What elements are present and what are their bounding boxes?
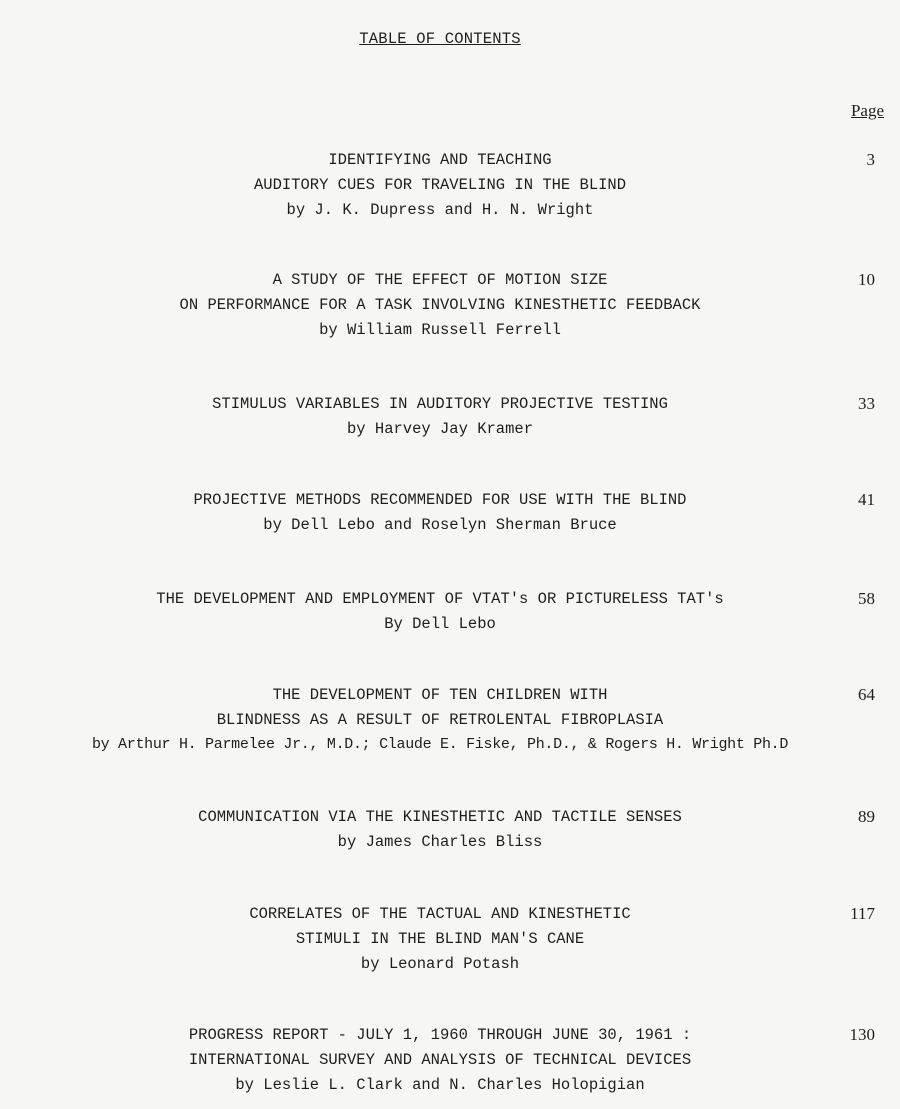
entry-line: AUDITORY CUES FOR TRAVELING IN THE BLIND [253, 176, 627, 194]
entry-page-number: 64 [858, 685, 875, 704]
page-column-header: Page [850, 101, 884, 120]
entry-line: THE DEVELOPMENT OF TEN CHILDREN WITH [272, 686, 608, 704]
entry-line: by James Charles Bliss [337, 833, 543, 851]
entry-page-number: 41 [858, 490, 875, 509]
entry-page-number: 10 [858, 270, 875, 289]
entry-line: STIMULI IN THE BLIND MAN'S CANE [295, 930, 585, 948]
entry-page-number: 89 [858, 807, 875, 826]
entry-line: ON PERFORMANCE FOR A TASK INVOLVING KINESTHETIC FEEDBACK [179, 296, 701, 314]
page-title: TABLE OF CONTENTS [359, 30, 521, 48]
entry-line: A STUDY OF THE EFFECT OF MOTION SIZE [272, 271, 608, 289]
entry-line: by Arthur H. Parmelee Jr., M.D.; Claude E. Fiske, Ph.D., & Rogers H. Wright Ph.D [91, 736, 789, 753]
entry-page-number: 58 [858, 589, 875, 608]
entry-page-number: 33 [858, 394, 875, 413]
entry-line: by Leonard Potash [360, 955, 520, 973]
entry-page-number: 3 [866, 150, 875, 169]
entry-line: PROJECTIVE METHODS RECOMMENDED FOR USE WITH THE BLIND [193, 491, 687, 509]
entry-line: INTERNATIONAL SURVEY AND ANALYSIS OF TECHNICAL DEVICES [188, 1051, 692, 1069]
entry-line: by Dell Lebo and Roselyn Sherman Bruce [263, 516, 617, 534]
entry-page-number: 130 [849, 1025, 875, 1044]
entry-line: CORRELATES OF THE TACTUAL AND KINESTHETIC [249, 905, 631, 923]
entry-line: COMMUNICATION VIA THE KINESTHETIC AND TACTILE SENSES [198, 808, 682, 826]
entry-line: by Harvey Jay Kramer [346, 420, 534, 438]
entry-line: BLINDNESS AS A RESULT OF RETROLENTAL FIBROPLASIA [216, 711, 664, 729]
entry-line: PROGRESS REPORT - JULY 1, 1960 THROUGH JUNE 30, 1961 : [188, 1026, 692, 1044]
entry-page-number: 117 [850, 904, 875, 923]
entry-line: by J. K. Dupress and H. N. Wright [286, 201, 594, 219]
entry-line: STIMULUS VARIABLES IN AUDITORY PROJECTIVE TESTING [212, 395, 668, 413]
entry-line: by William Russell Ferrell [319, 321, 561, 339]
entry-line: by Leslie L. Clark and N. Charles Holopigian [235, 1076, 645, 1094]
entry-line: IDENTIFYING AND TEACHING [328, 151, 552, 169]
entry-line: THE DEVELOPMENT AND EMPLOYMENT OF VTAT's OR PICTURELESS TAT's [156, 590, 724, 608]
entry-line: By Dell Lebo [384, 615, 496, 633]
